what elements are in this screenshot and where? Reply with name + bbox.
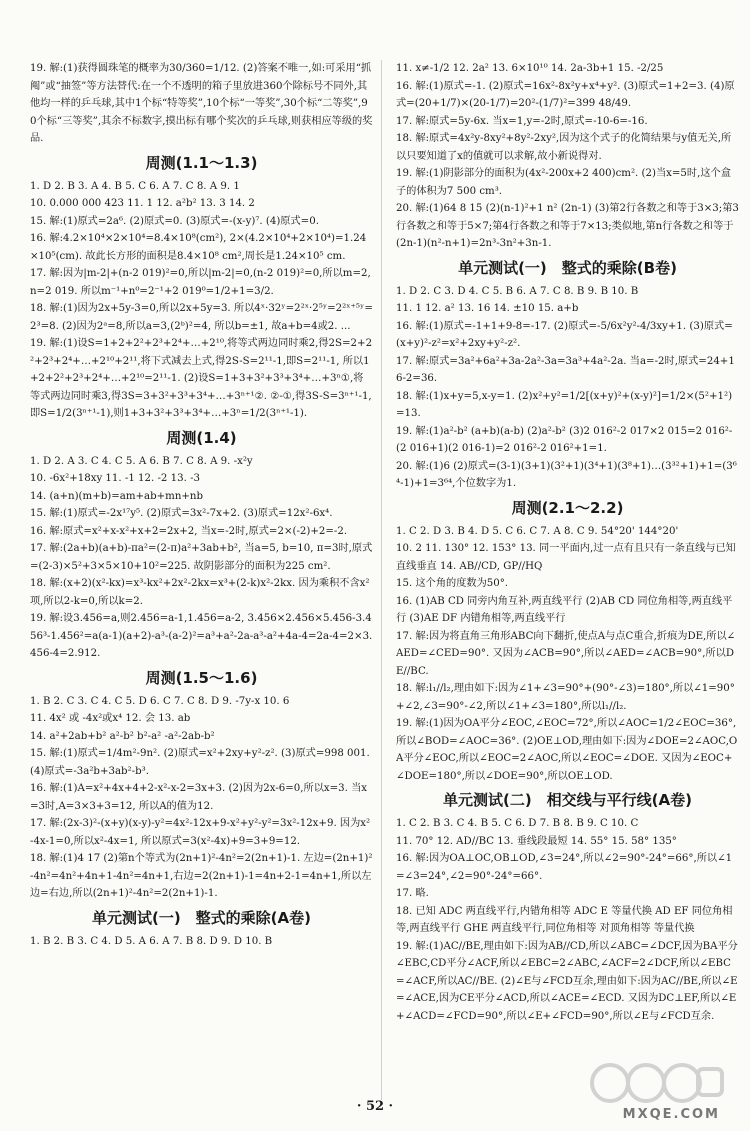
answer-paragraph: 18. 解:(x+2)(x²-kx)=x³-kx²+2x²-2kx=x³+(2-k)x²-2kx. 因为乘积不含x²项,所以2-k=0,所以k=2. [30,578,370,607]
answer-paragraph: 10. 2 11. 130° 12. 153° 13. 同一平面内,过一点有且只有一条直线与已知直线垂直 14. AB//CD, GP//HQ [396,543,736,572]
answer-paragraph: 16. 解:原式=x²+x-x²+x+2=2x+2, 当x=-2时,原式=2×(-2)+2=-2. [30,525,348,537]
answer-paragraph: 18. 解:(1)x+y=5,x-y=1. (2)x²+y²=1/2[(x+y)²+(x-y)²]=1/2×(5²+1²)=13. [396,390,733,419]
answer-paragraph: 1. D 2. B 3. A 4. B 5. C 6. A 7. C 8. A 9. 1 [30,180,240,192]
answer-paragraph: 17. 解:(2x-3)²-(x+y)(x-y)-y²=4x²-12x+9-x²+y²-y²=3x²-12x+9. 因为x²-4x-1=0,所以x²-4x=1, 所以原式=3(x²-4x)+9=3+9=12. [30,818,371,847]
answer-paragraph: 18. 解:(1)因为2x+5y-3=0,所以2x+5y=3. 所以4ˣ·32ʸ=2²ˣ·2⁵ʸ=2²ˣ⁺⁵ʸ=2³=8. (2)因为2ᵃ=8,所以a=3,(2ᵇ)²=4, 所以b=±1, 故a+b=4或2. ... [30,303,373,332]
section-heading: 周测(1.5～1.6) [145,668,258,687]
answer-paragraph: 11. 1 12. a² 13. 16 14. ±10 15. a+b [396,303,579,314]
answer-paragraph: 10. -6x²+18xy 11. -1 12. -2 13. -3 [30,473,200,484]
answer-paragraph: 1. C 2. B 3. C 4. B 5. C 6. D 7. B 8. B 9. C 10. C [396,818,639,829]
answer-paragraph: 19. 解:(1)阴影部分的面积为(4x²-200x+2 400)cm². (2)当x=5时,这个盒子的体积为7 500 cm³. [396,168,731,197]
section-heading: 单元测试(二) 相交线与平行线(A卷) [442,791,693,809]
answer-paragraph: 16. 解:(1)原式=-1. (2)原式=16x²-8x²y+x⁴+y². (3)原式=1+2=3. (4)原式=(20+1/7)×(20-1/7)=20²-(1/7)²=399 48/49. [396,80,735,109]
section-heading: 周测(2.1～2.2) [511,498,624,517]
column-divider [381,60,382,1100]
answer-paragraph: 17. 解:原式=5y-6x. 当x=1,y=-2时,原式=-10-6=-16. [396,115,648,127]
answer-paragraph: 1. D 2. A 3. C 4. C 5. A 6. B 7. C 8. A 9. -x²y [30,455,253,467]
answer-paragraph: 19. 解:(1)AC//BE,理由如下:因为AB//CD,所以∠ABC=∠DCF,因为BA平分∠EBC,CD平分∠ACF,所以∠EBC=2∠ABC,∠ACF=2∠DCF,所以∠EBC=∠ACF,所以AC//BE. (2)∠E与∠FCD互余,理由如下:因为AC//BE,所以∠E=∠ACE,因为CE平分∠ACD,所以∠ACE=∠ECD. 又因为DC⊥EF,所以∠E+∠ACD=∠FCD=90°,所以∠E+∠FCD=90°,所以∠E与∠FCD互余. [396,940,738,1022]
section-heading: 周测(1.1～1.3) [145,153,258,172]
answer-paragraph: 20. 解:(1)64 8 15 (2)(n-1)²+1 n² (2n-1) (3)第2行各数之和等于3×3;第3行各数之和等于5×7;第4行各数之和等于7×13;类似地,第n行各数之和等于(2n-1)(n²-n+1)=2n³-3n²+3n-1. [396,203,739,249]
answer-paragraph: 15. 这个角的度数为50°. [396,578,509,589]
answer-paragraph: 18. 解:原式=4x²y-8xy²+8y²-2xy²,因为这个式子的化简结果与y值无关,所以只要知道了x的值就可以求解,故小新说得对. [396,133,732,162]
right-column [396,60,739,1105]
answer-paragraph: 19. 解:(1)a²-b² (a+b)(a-b) (2)a²-b² (3)2 016²-2 017×2 015=2 016²-(2 016+1)(2 016-1)=2 016²-2 016²+1=1. [396,425,733,454]
answer-paragraph: 16. 解:4.2×10⁴×2×10⁴=8.4×10⁸(cm²), 2×(4.2×10⁴+2×10⁴)=1.24×10⁵(cm). 故此长方形的面积是8.4×10⁸ cm²,周长是1.24×10⁵ cm. [30,233,367,262]
section-heading: 单元测试(一) 整式的乘除(B卷) [458,258,677,277]
answer-paragraph: 16. 解:(1)原式=-1+1+9-8=-17. (2)原式=-5/6x²y²-4/3xy+1. (3)原式=(x+y)²-z²=x²+2xy+y²-z². [396,320,733,349]
answer-paragraph: 15. 解:(1)原式=-2x¹⁷y⁵. (2)原式=3x²-7x+2. (3)原式=12x²-6x⁴. [30,508,333,519]
answer-paragraph: 19. 解:(1)获得圆珠笔的概率为30/360=1/12. (2)答案不唯一,如:可采用“抓阄”或“抽签”等方法替代:在一个不透明的箱子里放进360个除标号不同外,其他均一样的乒乓球,其中1个标“特等奖”,10个标“一等奖”,30个标“二等奖”,90个标“三等奖”,其余不标数字,摸出标有哪个奖次的乒乓球,则获相应等级的奖品. [30,63,373,144]
answer-paragraph: 1. D 2. C 3. D 4. C 5. B 6. A 7. C 8. B 9. B 10. B [396,285,639,297]
answer-paragraph: 1. B 2. C 3. C 4. C 5. D 6. C 7. C 8. D 9. -7y-x 10. 6 [30,695,290,707]
answer-paragraph: 17. 解:因为|m-2|+(n-2 019)²=0,所以|m-2|=0,(n-2 019)²=0,所以m=2,n=2 019. 所以m⁻¹+n⁰=2⁻¹+2 019⁰=1/2+1=3/2. [30,268,371,297]
answer-paragraph: 11. 70° 12. AD//BC 13. 垂线段最短 14. 55° 15. 58° 135° [396,835,677,847]
answer-paragraph: 15. 解:(1)原式=1/4m²-9n². (2)原式=x²+2xy+y²-z². (3)原式=998 001. (4)原式=-3a²b+3ab²-b³. [30,748,370,777]
answer-paragraph: 11. 4x² 或 -4x²或x⁴ 12. 会 13. ab [30,713,191,724]
answer-paragraph: 15. 解:(1)原式=2a⁶. (2)原式=0. (3)原式=-(x-y)⁷. (4)原式=0. [30,215,319,227]
answer-paragraph: 17. 解:因为将直角三角形ABC向下翻折,使点A与点C重合,折痕为DE,所以∠AED=∠CED=90°. 又因为∠ACB=90°,所以∠AED=∠ACB=90°,所以DE//BC. [396,630,736,677]
answer-paragraph: 19. 解:(1)设S=1+2+2²+2³+2⁴+…+2¹⁰,将等式两边同时乘2,得2S=2+2²+2³+2⁴+…+2¹⁰+2¹¹,将下式减去上式,得2S-S=2¹¹-1,即S=2¹¹-1, 所以1+2+2²+2³+2⁴+…+2¹⁰=2¹¹-1. (2)设S=1+3+3²+3³+3⁴+…+3ⁿ①,将等式两边同时乘3,得3S=3+3²+3³+3⁴+…+3ⁿ⁺¹②. ②-①,得3S-S=3ⁿ⁺¹-1,即S=1/2(3ⁿ⁺¹-1),则1+3+3²+3³+3⁴+…+3ⁿ=1/2(3ⁿ⁺¹-1). [30,338,373,419]
page-number: · 52 · [356,1099,394,1114]
answer-paragraph: 14. a²+2ab+b² a²-b² b²-a² -a²-2ab-b² [30,730,215,742]
answer-paragraph: 16. 解:因为OA⊥OC,OB⊥OD,∠3=24°,所以∠2=90°-24°=66°,所以∠1=∠3=24°,∠2=90°-24°=66°. [396,853,733,882]
section-heading: 单元测试(一) 整式的乘除(A卷) [91,908,312,927]
section-heading: 周测(1.4) [166,428,237,447]
watermark-site: MXQE.COM [622,1106,720,1122]
answer-paragraph: 14. (a+n)(m+b)=am+ab+mn+nb [30,490,204,502]
answer-paragraph: 17. 略. [396,888,429,899]
answer-paragraph: 1. B 2. B 3. C 4. D 5. A 6. A 7. B 8. D 9. D 10. B [30,935,273,947]
answer-paragraph: 19. 解:设3.456=a,则2.456=a-1,1.456=a-2, 3.456×2.456×5.456-3.456³-1.456²=a(a-1)(a+2)-a³-(a-2)²=a³+a²-2a-a³-a²+4a-4=2a-4=2×3.456-4=2.912. [30,613,373,659]
answer-paragraph: 20. 解:(1)6 (2)原式=(3-1)(3+1)(3²+1)(3⁴+1)(3⁸+1)…(3³²+1)+1=(3⁶⁴-1)+1=3⁶⁴,个位数字为1. [396,460,737,489]
left-column [30,60,373,1105]
answer-paragraph: 11. x≠-1/2 12. 2a² 13. 6×10¹⁰ 14. 2a-3b+1 15. -2/25 [396,63,664,74]
answer-paragraph: 17. 解:(2a+b)(a+b)-πa²=(2-π)a²+3ab+b², 当a=5, b=10, π=3时,原式=(2-3)×5²+3×5×10+10²=225. 故阴影部分的面积为225 cm². [30,543,373,572]
answer-paragraph: 18. 已知 ADC 两直线平行,内错角相等 ADC E 等量代换 AD EF 同位角相等,两直线平行 GHE 两直线平行,同位角相等 对顶角相等 等量代换 [396,905,733,934]
answer-paragraph: 19. 解:(1)因为OA平分∠EOC,∠EOC=72°,所以∠AOC=1/2∠EOC=36°,所以∠BOD=∠AOC=36°. (2)OE⊥OD,理由如下:因为∠DOE=2∠AOC,OA平分∠EOC,所以∠EOC=2∠AOC,所以∠EOC=∠DOE. 又因为∠EOC+∠DOE=180°,所以∠DOE=90°,所以OE⊥OD. [396,718,738,782]
answer-paragraph: 10. 0.000 000 423 11. 1 12. a²b² 13. 3 14. 2 [30,198,255,209]
answer-paragraph: 1. C 2. D 3. B 4. D 5. C 6. C 7. A 8. C 9. 54°20' 144°20' [396,525,679,537]
answer-paragraph: 18. 解:(1)4 17 (2)第n个等式为(2n+1)²-4n²=2(2n+1)-1. 左边=(2n+1)²-4n²=4n²+4n+1-4n²=4n+1,右边=2(2n+1)-1=4n+2-1=4n+1,所以左边=右边,所以(2n+1)²-4n²=2(2n+1)-1. [30,853,373,899]
answer-paragraph: 18. 解:l₁//l₂,理由如下:因为∠1+∠3=90°+(90°-∠3)=180°,所以∠1=90°+∠2,∠3=90°-∠2,所以∠1+∠3=180°,所以l₁//l₂. [396,683,735,712]
answer-paragraph: 16. (1)AB CD 同旁内角互补,两直线平行 (2)AB CD 同位角相等,两直线平行 (3)AE DF 内错角相等,两直线平行 [396,595,733,624]
answer-paragraph: 16. 解:(1)A=x²+4x+4+2-x²-x-2=3x+3. (2)因为2x-6=0,所以x=3. 当x=3时,A=3×3+3=12, 所以A的值为12. [30,783,368,812]
answer-paragraph: 17. 解:原式=3a²+6a²+3a-2a²-3a=3a³+4a²-2a. 当a=-2时,原式=24+16-2=36. [396,355,735,384]
